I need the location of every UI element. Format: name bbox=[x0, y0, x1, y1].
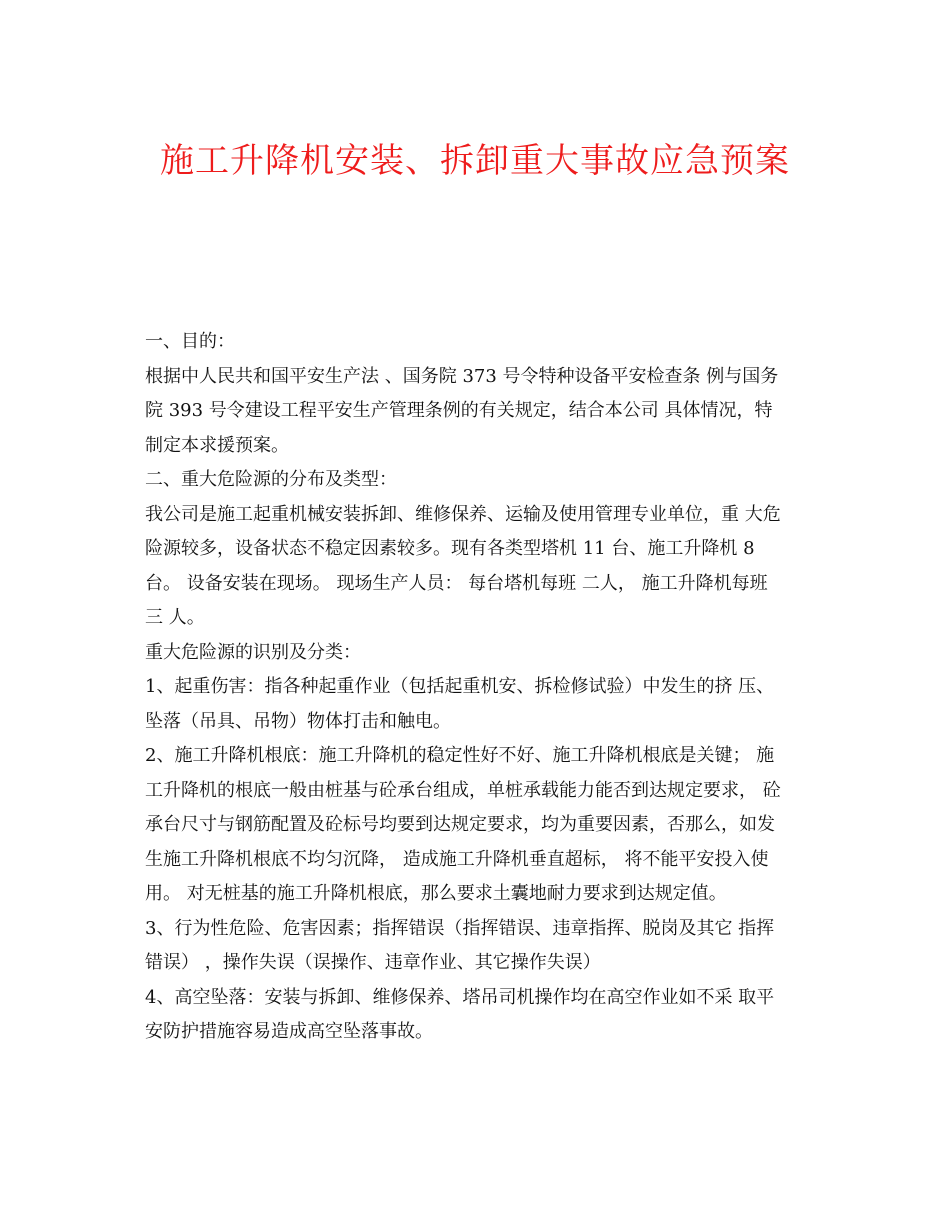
paragraph-line: 一、目的： bbox=[145, 331, 235, 352]
paragraph-line: 二、重大危险源的分布及类型： bbox=[145, 469, 397, 490]
paragraph-line: 险源较多，设备状态不稳定因素较多。现有各类型塔机 11 台、施工升降机 8 bbox=[145, 538, 755, 559]
paragraph-line: 坠落（吊具、吊物）物体打击和触电。 bbox=[145, 710, 451, 732]
paragraph-line: 3、行为性危险、危害因素；指挥错误（指挥错误、违章指挥、脱岗及其它 指挥 bbox=[145, 917, 775, 939]
paragraph-line: 重大危险源的识别及分类： bbox=[145, 641, 361, 663]
paragraph-line: 错误） ，操作失误（误操作、违章作业、其它操作失误） bbox=[145, 952, 601, 973]
paragraph-line: 院 393 号令建设工程平安生产管理条例的有关规定，结合本公司 具体情况，特 bbox=[145, 400, 773, 421]
paragraph-line: 2、施工升降机根底：施工升降机的稳定性好不好、施工升降机根底是关键； 施 bbox=[145, 745, 775, 766]
paragraph-line: 制定本求援预案。 bbox=[145, 434, 289, 456]
paragraph-line: 工升降机的根底一般由桩基与砼承台组成，单桩承载能力能否到达规定要求， 砼 bbox=[145, 779, 781, 801]
paragraph-line: 台。 设备安装在现场。 现场生产人员： 每台塔机每班 二人， 施工升降机每班 bbox=[145, 572, 768, 594]
document-body bbox=[145, 325, 810, 1050]
paragraph-line: 4、高空坠落：安装与拆卸、维修保养、塔吊司机操作均在高空作业如不采 取平 bbox=[145, 986, 775, 1008]
paragraph-line: 我公司是施工起重机械安装拆卸、维修保养、运输及使用管理专业单位，重 大危 bbox=[145, 503, 781, 525]
paragraph-line: 根据中人民共和国平安生产法 、国务院 373 号令特种设备平安检查条 例与国务 bbox=[145, 365, 779, 387]
document-title: 施工升降机安装、拆卸重大事故应急预案 bbox=[160, 141, 790, 181]
paragraph-line: 承台尺寸与钢筋配置及砼标号均要到达规定要求，均为重要因素，否那么，如发 bbox=[145, 814, 775, 835]
paragraph-line: 1、起重伤害：指各种起重作业（包括起重机安、拆检修试验）中发生的挤 压、 bbox=[145, 676, 775, 697]
paragraph-line: 生施工升降机根底不均匀沉降， 造成施工升降机垂直超标， 将不能平安投入使 bbox=[145, 848, 769, 870]
paragraph-line: 三 人。 bbox=[145, 607, 205, 628]
paragraph-line: 用。 对无桩基的施工升降机根底，那么要求土囊地耐力要求到达规定值。 bbox=[145, 883, 727, 904]
paragraph-line: 安防护措施容易造成高空坠落事故。 bbox=[145, 1021, 433, 1042]
